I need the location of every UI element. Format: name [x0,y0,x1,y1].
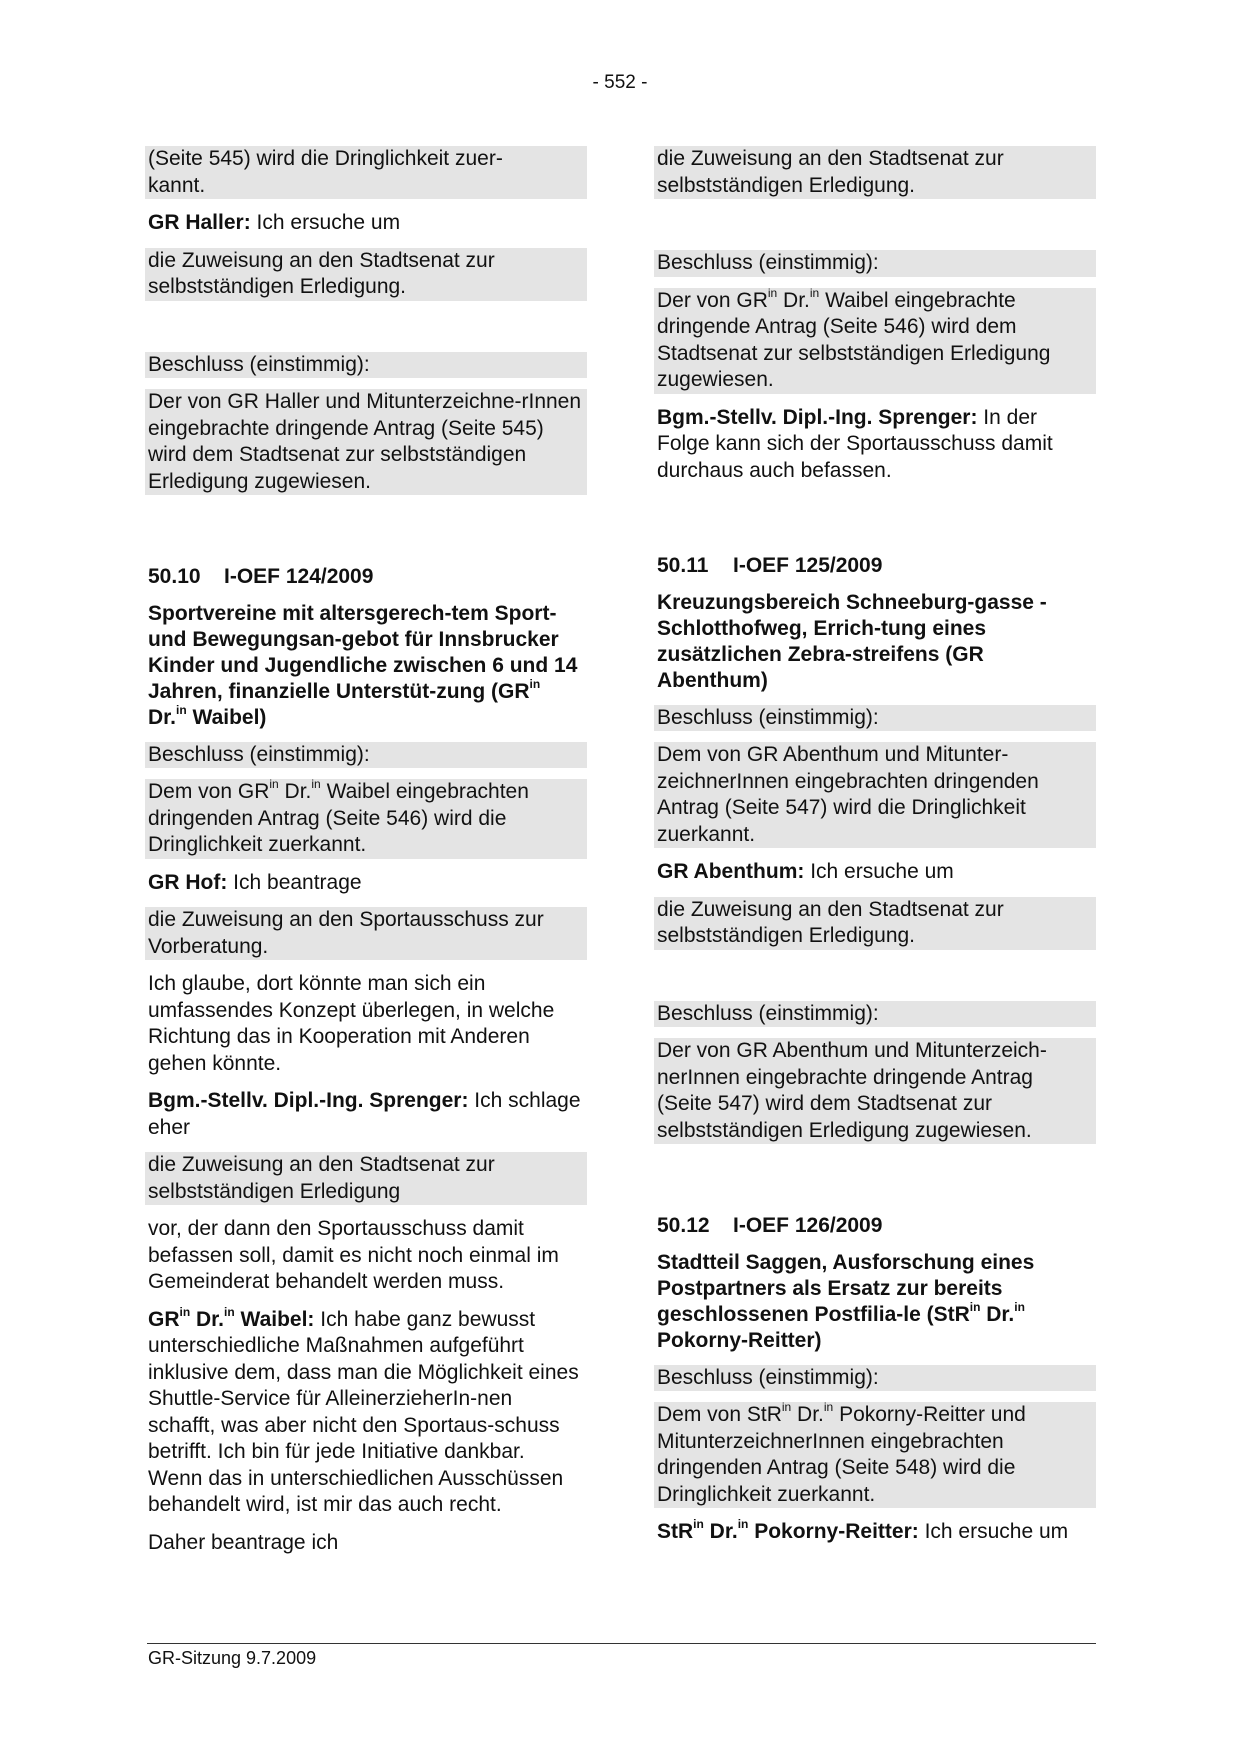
resolution-heading: Beschluss (einstimmig): [654,250,1096,277]
paragraph: Daher beantrage ich [148,1530,339,1554]
resolution-heading: Beschluss (einstimmig): [654,1001,1096,1028]
speaker-paragraph: StR$^{in}$ Dr.$^{in}$ Pokorny-Reitter: Ich ersuche um [657,1517,1069,1543]
item-heading [145,564,587,591]
item-reference: I-OEF 126/2009 [733,1214,883,1237]
left-column [145,146,587,1567]
item-number: 50.12 [657,1214,710,1237]
item-title: Sportvereine mit altersgerech-tem Sport- und Bewegungsan-gebot für Innsbrucker Kinder und Jugendliche zwischen 6 und 14 Jahren, finanzielle Unterstüt-zung ($GR^{in}$ Dr.$^{in}$ Waibel) [148,601,578,729]
speaker-name: GR Abenthum: [657,860,805,883]
resolution-heading: Beschluss (einstimmig): [145,742,587,769]
speaker-paragraph: $GR^{in}$ Dr.$^{in}$ Waibel: Ich habe ganz bewusst unterschiedliche Maßnahmen aufgeführt inklusive dem, dass man die Möglichkeit eines Shuttle-Service für AlleinerzieherIn-nen schafft, was aber nicht den Sportaus-schuss betrifft. Ich bin für jede Initiative dankbar. Wenn das in unterschiedlichen Ausschüssen behandelt wird, ist mir das auch recht. [148,1304,579,1516]
resolution-heading: Beschluss (einstimmig): [654,1365,1096,1392]
motion-text: die Zuweisung an den Stadtsenat zur selbstständigen Erledigung. [654,146,1096,199]
speaker-paragraph: Bgm.-Stellv. Dipl.-Ing. Sprenger: Ich schlage eher [148,1089,581,1139]
motion-text: die Zuweisung an den Sportausschuss zur Vorberatung. [145,907,587,960]
speaker-paragraph: GR Haller: Ich ersuche um [148,211,401,234]
motion-text: die Zuweisung an den Stadtsenat zur selbstständigen Erledigung [145,1152,587,1205]
footer-session-date: GR-Sitzung 9.7.2009 [148,1648,317,1668]
resolution-text: Der von GR Abenthum und Mitunterzeich-nerInnen eingebrachte dringende Antrag (Seite 547) wird dem Stadtsenat zur selbstständigen Erledigung zugewiesen. [654,1038,1096,1144]
resolution-text: Dem von StR$^{in}$ Dr.$^{in}$ Pokorny-Reitter und MitunterzeichnerInnen eingebrachten dringenden Antrag (Seite 548) wird die Dringlichkeit zuerkannt. [654,1402,1096,1508]
footer-divider [147,1643,1096,1644]
speaker-name: Bgm.-Stellv. Dipl.-Ing. Sprenger: [148,1089,469,1112]
speaker-name: $GR^{in}$ Dr.$^{in}$ Waibel: [148,1304,315,1331]
resolution-text: Der von GR Haller und Mitunterzeichne-rInnen eingebrachte dringende Antrag (Seite 545) wird dem Stadtsenat zur selbstständigen Erledigung zugewiesen. [145,389,587,495]
right-column [654,146,1096,1557]
resolution-text: Dem von GR Abenthum und Mitunter-zeichnerInnen eingebrachten dringenden Antrag (Seite 547) wird die Dringlichkeit zuerkannt. [654,742,1096,848]
resolution-text: Der von $GR^{in}$ Dr.$^{in}$ Waibel eingebrachte dringende Antrag (Seite 546) wird dem Stadtsenat zur selbstständigen Erledigung zugewiesen. [654,288,1096,394]
speaker-paragraph: Bgm.-Stellv. Dipl.-Ing. Sprenger: In der Folge kann sich der Sportausschuss damit durchaus auch befassen. [657,405,1053,482]
item-title: Kreuzungsbereich Schneeburg-gasse - Schlotthofweg, Errich-tung eines zusätzlichen Zebra-streifens (GR Abenthum) [657,590,1047,692]
speaker-name: StR$^{in}$ Dr.$^{in}$ Pokorny-Reitter: [657,1517,919,1543]
paragraph: Ich glaube, dort könnte man sich ein umfassendes Konzept überlegen, in welche Richtung das in Kooperation mit Anderen gehen könnte. [148,972,555,1075]
speaker-name: GR Haller: [148,211,251,234]
page-number: - 552 - [592,72,648,93]
item-heading [654,553,1096,580]
resolution-heading: Beschluss (einstimmig): [145,352,587,379]
item-heading [654,1213,1096,1240]
resolution-heading: Beschluss (einstimmig): [654,705,1096,732]
item-number: 50.11 [657,554,709,577]
motion-text: die Zuweisung an den Stadtsenat zur selbstständigen Erledigung. [145,248,587,301]
speaker-name: GR Hof: [148,870,228,894]
speaker-name: Bgm.-Stellv. Dipl.-Ing. Sprenger: [657,405,978,429]
paragraph: (Seite 545) wird die Dringlichkeit zuer- kannt. [145,146,587,199]
item-title: Stadtteil Saggen, Ausforschung eines Postpartners als Ersatz zur bereits geschlossenen Postfilia-le (StR$^{in}$ Dr.$^{in}$ Pokorny-Reitter) [657,1250,1035,1352]
item-number: 50.10 [148,565,201,588]
motion-text: die Zuweisung an den Stadtsenat zur selbstständigen Erledigung. [654,897,1096,950]
item-reference: I-OEF 124/2009 [224,565,374,588]
resolution-text: Dem von $GR^{in}$ Dr.$^{in}$ Waibel eingebrachten dringenden Antrag (Seite 546) wird die Dringlichkeit zuerkannt. [145,779,587,859]
speaker-paragraph: GR Abenthum: Ich ersuche um [657,860,954,883]
item-reference: I-OEF 125/2009 [733,554,883,577]
paragraph: vor, der dann den Sportausschuss damit befassen soll, damit es nicht noch einmal im Gemeinderat behandelt werden muss. [148,1217,559,1293]
speaker-paragraph: GR Hof: Ich beantrage [148,870,362,894]
